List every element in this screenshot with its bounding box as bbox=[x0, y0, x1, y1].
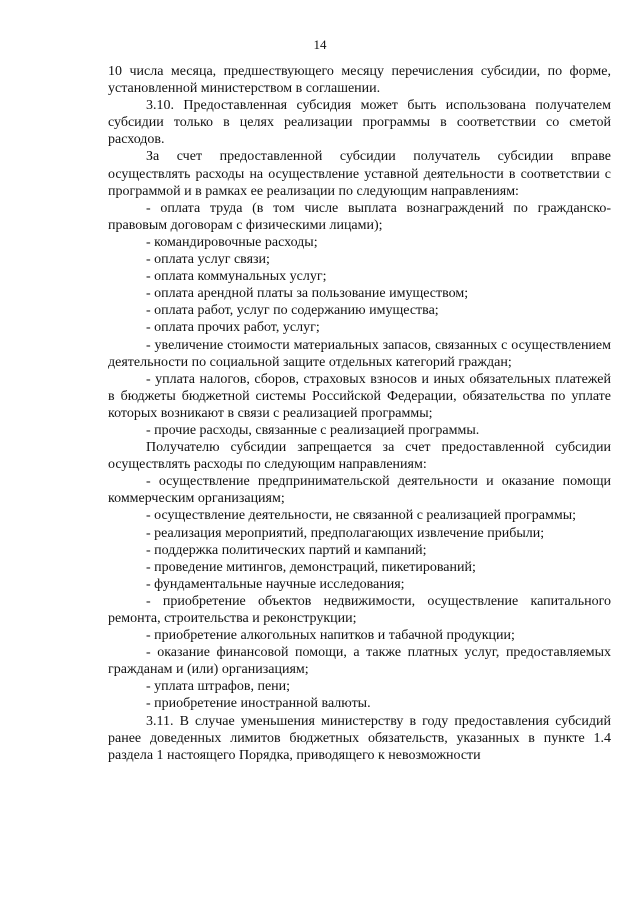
paragraph: 10 числа месяца, предшествующего месяцу перечисления субсидии, по форме, установленной министерством в соглашении. bbox=[108, 64, 611, 97]
list-item: - оплата услуг связи; bbox=[146, 252, 270, 268]
document-body bbox=[108, 63, 611, 764]
list-item: - оказание финансовой помощи, а также платных услуг, предоставляемых гражданам и (или) организациям; bbox=[108, 645, 611, 678]
paragraph: 3.11. В случае уменьшения министерству в году предоставления субсидий ранее доведенных лимитов бюджетных обязательств, указанных в пункте 1.4 раздела 1 настоящего Порядка, приводящего к невозможности bbox=[108, 713, 611, 763]
list-item: - увеличение стоимости материальных запасов, связанных с осуществлением деятельности по социальной защите отдельных категорий граждан; bbox=[108, 337, 611, 370]
list-item: - оплата прочих работ, услуг; bbox=[146, 320, 320, 336]
list-item: - оплата работ, услуг по содержанию имущества; bbox=[146, 303, 439, 319]
list-item: - прочие расходы, связанные с реализацией программы. bbox=[146, 422, 480, 438]
list-item: - оплата труда (в том числе выплата вознаграждений по гражданско-правовым договорам с физическими лицами); bbox=[108, 200, 611, 233]
list-item: - приобретение иностранной валюты. bbox=[146, 696, 371, 712]
list-item: - осуществление предпринимательской деятельности и оказание помощи коммерческим организациям; bbox=[108, 474, 611, 507]
list-item: - фундаментальные научные исследования; bbox=[146, 576, 405, 592]
list-item: - приобретение алкогольных напитков и табачной продукции; bbox=[146, 628, 515, 644]
list-item: - проведение митингов, демонстраций, пикетирований; bbox=[146, 559, 476, 575]
paragraph: За счет предоставленной субсидии получатель субсидии вправе осуществлять расходы на осуществление уставной деятельности в соответствии с программой и в рамках ее реализации по следующим направлениям: bbox=[108, 149, 611, 199]
page-number: 14 bbox=[313, 37, 327, 52]
paragraph: 3.10. Предоставленная субсидия может быть использована получателем субсидии только в целях реализации программы в соответствии со сметой расходов. bbox=[108, 98, 611, 148]
list-item: - оплата арендной платы за пользование имуществом; bbox=[146, 286, 469, 302]
list-item: - оплата коммунальных услуг; bbox=[146, 269, 327, 285]
list-item: - реализация мероприятий, предполагающих извлечение прибыли; bbox=[146, 525, 545, 541]
list-item: - поддержка политических партий и кампаний; bbox=[146, 542, 427, 558]
paragraph: Получателю субсидии запрещается за счет предоставленной субсидии осуществлять расходы по следующим направлениям: bbox=[108, 440, 611, 473]
list-item: - приобретение объектов недвижимости, осуществление капитального ремонта, строительства и реконструкции; bbox=[108, 593, 611, 626]
list-item: - уплата штрафов, пени; bbox=[146, 679, 291, 695]
list-item: - осуществление деятельности, не связанной с реализацией программы; bbox=[146, 508, 577, 524]
list-item: - уплата налогов, сборов, страховых взносов и иных обязательных платежей в бюджеты бюджетной системы Российской Федерации, обязательства по уплате которых возникают в связи с реализацией программы; bbox=[108, 371, 611, 421]
list-item: - командировочные расходы; bbox=[146, 234, 318, 250]
